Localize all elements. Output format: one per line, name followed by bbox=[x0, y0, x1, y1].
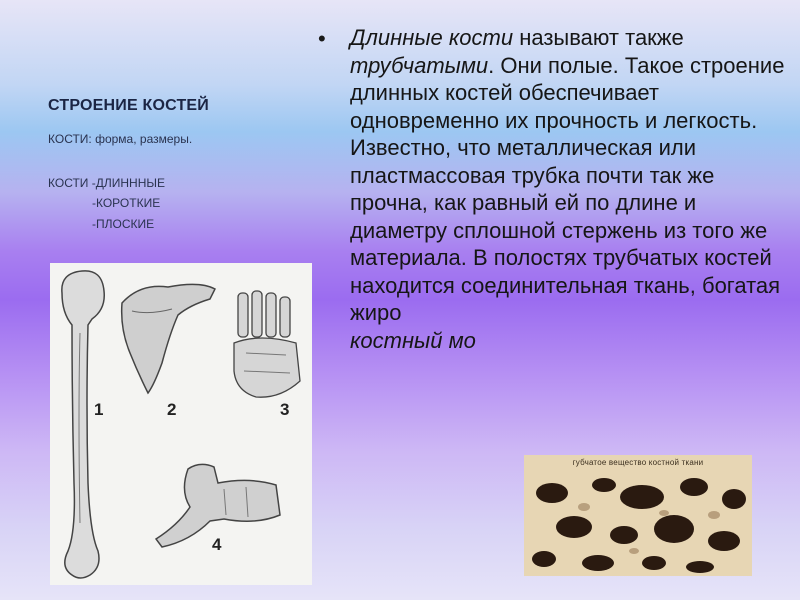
tissue-caption: губчатое вещество костной ткани bbox=[572, 458, 704, 467]
term-long-bones: Длинные кости bbox=[350, 25, 514, 50]
para-text-2: . Они полые. Такое строение длинных костей обеспечивает одновременно их прочность и легкость. Известно, что металлическая или пластмассовая трубка почти так же прочна, как равный ей по длине и диаметру сплошной стержень из того же материала. В полостях трубчатых костей находится соединительная ткань, богатая жиро bbox=[350, 52, 785, 325]
short-bones-drawing bbox=[234, 291, 300, 397]
bones-drawing bbox=[50, 263, 312, 585]
bone-form-size-line: КОСТИ: форма, размеры. bbox=[48, 132, 193, 146]
figure-label-4: 4 bbox=[212, 535, 222, 554]
bone-type-short: -КОРОТКИЕ bbox=[92, 196, 161, 210]
flat-bone-drawing bbox=[122, 284, 215, 393]
para-text-1: называют также bbox=[513, 25, 684, 50]
main-paragraph bbox=[350, 24, 790, 354]
term-bone-marrow: костный мо bbox=[350, 327, 476, 353]
bones-illustration bbox=[50, 263, 312, 585]
term-tubular: трубчатыми bbox=[350, 52, 489, 78]
bone-type-long: КОСТИ -ДЛИНННЫЕ bbox=[48, 176, 165, 190]
long-bone-drawing bbox=[62, 271, 104, 578]
figure-label-1: 1 bbox=[94, 400, 104, 419]
bone-type-flat: -ПЛОСКИЕ bbox=[92, 217, 155, 231]
spongy-tissue-image bbox=[524, 455, 752, 576]
bullet-icon: • bbox=[318, 26, 326, 51]
figure-label-2: 2 bbox=[167, 400, 177, 419]
figure-label-3: 3 bbox=[280, 400, 290, 419]
slide-title: СТРОЕНИЕ КОСТЕЙ bbox=[48, 97, 209, 114]
spongy-tissue-drawing bbox=[524, 455, 752, 576]
